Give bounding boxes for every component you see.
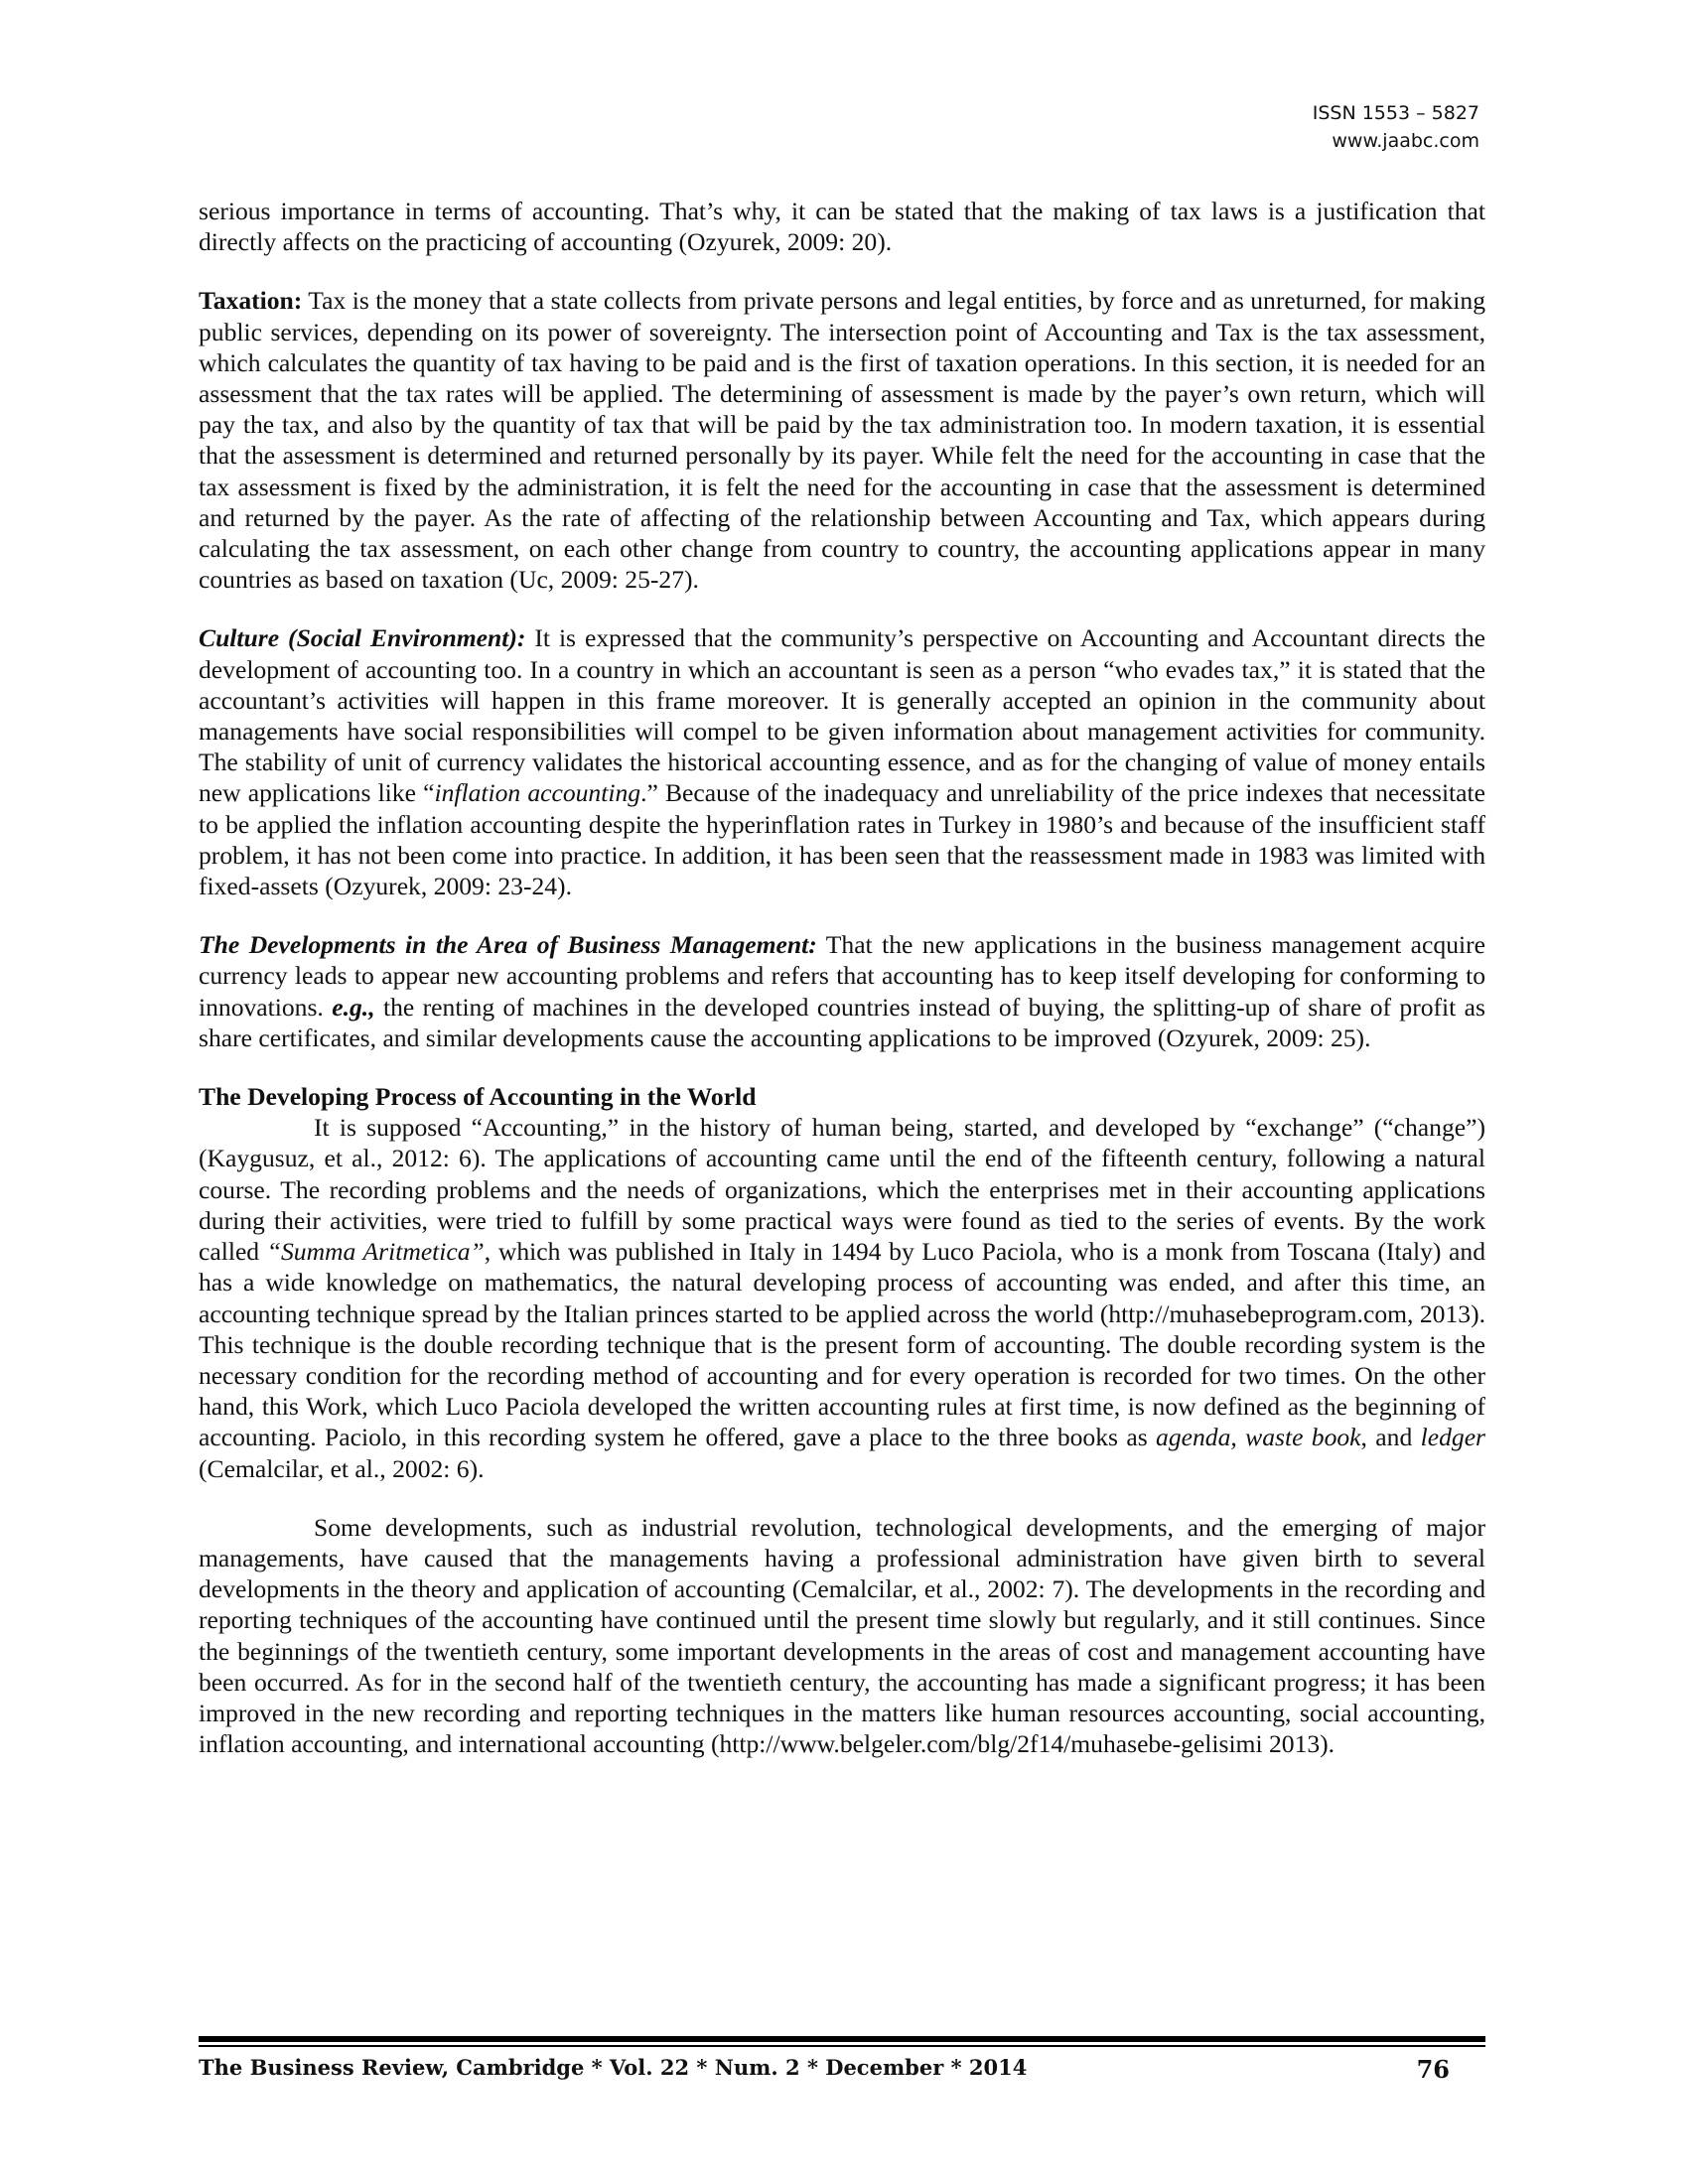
process-text-b: , which was published in Italy in 1494 by Luco Paciola, who is a monk from Toscana (Italy) and has a wide knowledge on mathematics, the natural developing process of accounting was ended, and after this time, an accounting technique spread by the Italian princes started to be applied across the world (http://muhasebeprogram.com, 2013). This technique is the double recording technique that is the present form of accounting. The double recording system is the necessary condition for the recording method of accounting and for every operation is recorded for two times. On the other hand, this Work, which Luco Paciola developed the written accounting rules at first time, is now defined as the beginning of accounting. Paciolo, in this recording system he offered, gave a place to the three books as <box>199 1237 1486 1452</box>
page-header <box>1313 99 1479 155</box>
footer-rule <box>199 2036 1485 2042</box>
business-eg: e.g., <box>332 992 375 1022</box>
paragraph-taxation <box>199 285 1485 595</box>
paragraph-developments: Some developments, such as industrial revolution, technological developments, and the emerging of major managements, have caused that the managements having a professional administration have given birth to several developments in the theory and application of accounting (Cemalcilar, et al., 2002: 7). The developments in the recording and reporting techniques of the accounting have continued until the present time slowly but regularly, and it still continues. Since the beginnings of the twentieth century, some important developments in the areas of cost and management accounting have been occurred. As for in the second half of the twentieth century, the accounting has made a significant progress; it has been improved in the new recording and reporting techniques in the matters like human resources accounting, social accounting, inflation accounting, and international accounting (http://www.belgeler.com/blg/2f14/muhasebe-gelisimi 2013). <box>199 1512 1485 1759</box>
issn-text: ISSN 1553 – 5827 <box>1312 102 1479 124</box>
business-text-a: That the new applications in the business management acquire currency leads to appear new accounting problems and refers that accounting has to keep itself developing for conforming to innovations. <box>199 930 1485 1022</box>
page-footer <box>199 2055 1450 2084</box>
culture-text-a: It is expressed that the community’s perspective on Accounting and Accountant directs the development of accounting too. In a country in which an accountant is seen as a person “who evades tax,” it is stated that the accountant’s activities will happen in this frame moreover. It is generally accepted an opinion in the community about managements have social responsibilities will compel to be given information about management activities for community. The stability of unit of currency validates the historical accounting essence, and as for the changing of value of money entails new applications like “ <box>199 623 1485 808</box>
taxation-text: Tax is the money that a state collects from private persons and legal entities, by force and as unreturned, for making public services, depending on its power of sovereignty. The intersection point of Accounting and Tax is the tax assessment, which calculates the quantity of tax having to be paid and is the first of taxation operations. In this section, it is needed for an assessment that the tax rates will be applied. The determining of assessment is made by the payer’s own return, which will pay the tax, and also by the quantity of tax that will be paid by the tax administration too. In modern taxation, it is essential that the assessment is determined and returned personally by its payer. While felt the need for the accounting in case that the tax assessment is fixed by the administration, it is felt the need for the accounting in case that the assessment is determined and returned by the payer. As the rate of affecting of the relationship between Accounting and Tax, which appears during calculating the tax assessment, on each other change from country to country, the accounting applications appear in many countries as based on taxation (Uc, 2009: 25-27). <box>199 286 1485 595</box>
section-heading: The Developing Process of Accounting in the World <box>199 1082 757 1112</box>
process-text-a: It is supposed “Accounting,” in the history of human being, started, and developed by “exchange” (“change”) (Kaygusuz, et al., 2012: 6). The applications of accounting came until the end of the fifteenth century, following a natural course. The recording problems and the needs of organizations, which the enterprises met in their accounting applications during their activities, were tried to fulfill by some practical ways were found as tied to the series of events. By the work called <box>199 1113 1485 1267</box>
process-text-c: , and <box>1360 1423 1421 1452</box>
culture-italic: inflation accounting <box>434 778 641 808</box>
footer-rule-thin <box>199 2045 1485 2047</box>
website-text: www.jaabc.com <box>1332 130 1479 152</box>
taxation-label: Taxation: <box>199 286 303 316</box>
article-body <box>199 196 1485 1787</box>
process-italic-title: “Summa Aritmetica” <box>266 1237 485 1267</box>
paragraph-continuation: serious importance in terms of accounting. That’s why, it can be stated that the making of tax laws is a justification that directly affects on the practicing of accounting (Ozyurek, 2009: 20). <box>199 197 1485 257</box>
journal-citation: The Business Review, Cambridge * Vol. 22 * Num. 2 * December * 2014 <box>199 2055 1028 2080</box>
process-ledger: ledger <box>1420 1423 1486 1452</box>
business-text-b: the renting of machines in the developed countries instead of buying, the splitting-up of share of profit as share certificates, and similar developments cause the accounting applications to be improved (Ozyurek, 2009: 25). <box>199 992 1485 1052</box>
business-label: The Developments in the Area of Business Management: <box>199 930 817 960</box>
page-number: 76 <box>1416 2055 1450 2084</box>
paragraph-developing-process <box>199 1112 1485 1483</box>
process-books: agenda, waste book <box>1156 1423 1361 1452</box>
paragraph-culture <box>199 622 1485 901</box>
culture-text-b: .” Because of the inadequacy and unreliability of the price indexes that necessitate to be applied the inflation accounting despite the hyperinflation rates in Turkey in 1980’s and because of the insufficient staff problem, it has not been come into practice. In addition, it has been seen that the reassessment made in 1983 was limited with fixed-assets (Ozyurek, 2009: 23-24). <box>199 778 1485 901</box>
culture-label: Culture (Social Environment): <box>199 623 526 653</box>
paragraph-business-management <box>199 929 1485 1053</box>
process-text-d: (Cemalcilar, et al., 2002: 6). <box>199 1453 485 1483</box>
